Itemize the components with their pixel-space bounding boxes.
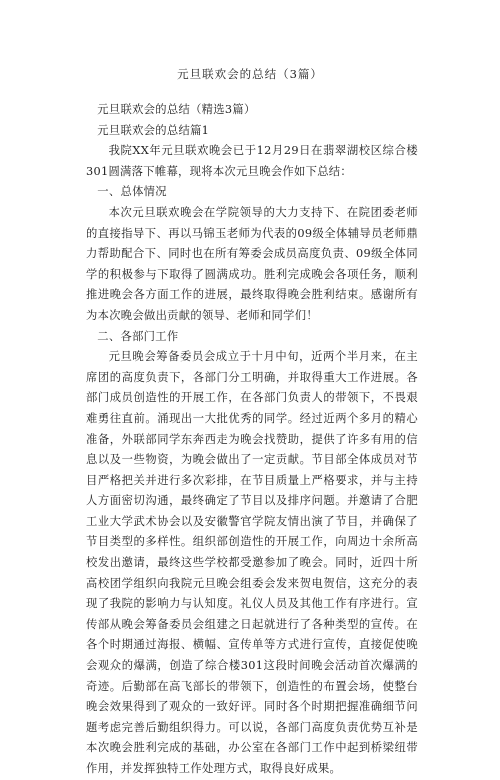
departments-paragraph: 元旦晚会筹备委员会成立于十月中旬，近两个半月来，在主席团的高度负责下，各部门分工明确，并取得重大工作进展。各部门成员创造性的开展工作，在各部门负责人的带领下，不畏艰难勇往直前。涌现出一大批优秀的同学。经过近两个多月的精心准备，外联部同学东奔西走为晚会找赞助，提供了许多有用的信息以及一些物资，为晚会做出了一定贡献。节目部全体成员对节目严格把关并进行多次彩排，在节目质量上严格要求，并与主持人方面密切沟通，最终确定了节目以及排序问题。并邀请了合肥工业大学武术协会以及安徽警官学院友情出演了节目，并确保了节目类型的多样性。组织部创造性的开展工作，向周边十余所高校发出邀请，最终这些学校都受邀参加了晚会。同时，近四十所高校团学组织向我院元旦晚会组委会发来贺电贺信，这充分的表现了我院的影响力与认知度。礼仪人员及其他工作有序进行。宣传部从晚会筹备委员会组建之日起就进行了各种类型的宣传。在各个时期通过海报、横幅、宣传单等方式进行宣传，直接促使晚会观众的爆满，创造了综合楼301这段时间晚会活动首次爆满的奇迹。后勤部在高飞部长的带领下，创造性的布置会场，使整台晚会效果得到了观众的一致好评。同时各个时期把握准确细节问题考虑完善后勤组织得力。可以说，各部门高度负责优势互补是本次晚会胜利完成的基础，办公室在各部门工作中起到桥梁纽带作用，并发挥独特工作处理方式，取得良好成果。 xyxy=(86,350,418,775)
heading-departments: 二、各部门工作 xyxy=(97,329,179,343)
document-subtitle: 元旦联欢会的总结（精选3篇） xyxy=(97,103,256,116)
overview-paragraph: 本次元旦联欢晚会在学院领导的大力支持下、在院团委老师的直接指导下、再以马锦玉老师为代表的09级全体辅导员老师鼎力帮助配合下、同时也在所有筹委会成员高度负责、09级全体同学的积极参与下取得了圆满成功。胜利完成晚会各项任务，顺利推进晚会各方面工作的进展，最终取得晚会胜利结束。感谢所有为本次晚会做出贡献的领导、老师和同学们！ xyxy=(86,205,418,322)
intro-paragraph: 我院XX年元旦联欢晚会已于12月29日在翡翠湖校区综合楼301圆满落下帷幕，现将本次元旦晚会作如下总结： xyxy=(86,144,418,178)
heading-overview: 一、总体情况 xyxy=(97,185,167,199)
document-body xyxy=(86,100,418,780)
section-title: 元旦联欢会的总结篇1 xyxy=(97,123,210,137)
document-title: 元旦联欢会的总结（3篇） xyxy=(177,67,323,81)
